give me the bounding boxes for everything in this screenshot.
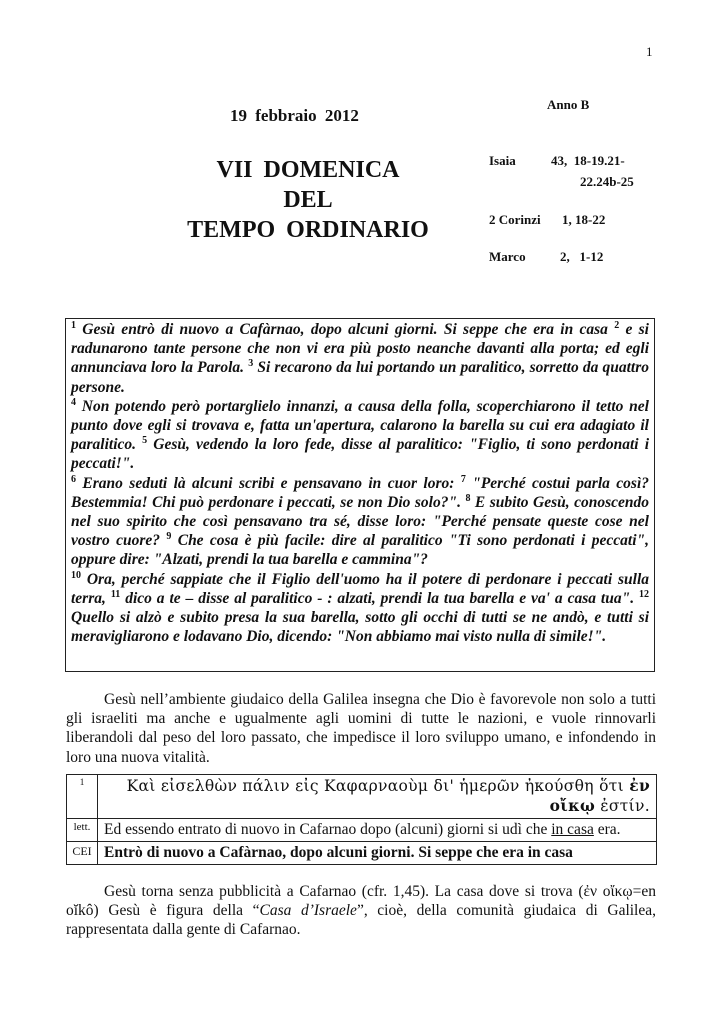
verse-number-2: 2 [614,319,620,331]
page-title [180,155,436,245]
literal-translation: Ed essendo entrato di nuovo in Cafarnao dopo (alcuni) giorni si udì che in casa era. [98,819,657,842]
verse-text-3: Si recarono da lui portando un paralitico, sorretto da quattro persone. [71,359,650,396]
literal-row [67,819,657,842]
reading-ref-corinzi: 1, 18-22 [562,212,606,227]
greek-text: Καὶ εἰσελθὼν πάλιν εἰς Καφαρναοὺμ δι' ἡμερῶν ἠκούσθη ὅτι ἐν οἴκῳ ἐστίν. [98,775,657,819]
greek-highlight: ἐν οἴκῳ [549,776,650,815]
verse-number-9: 9 [166,531,172,543]
liturgical-year: Anno B [547,97,590,112]
commentary-paragraph-1: Gesù nell’ambiente giudaico della Galilea insegna che Dio è favorevole non solo a tutti gli israeliti ma anche e ugualmente agli uomini di tutte le nazioni, e vuole rinnovarli liberandoli dal peso del loro passato, che impedisce il loro sviluppo umano, e infondendo in loro una nuova vitalità. [66,691,656,766]
reading-ref-isaia-cont: 22.24b-25 [580,174,634,189]
reading-book-marco: Marco [489,249,526,264]
verse-text-9: Che cosa è più facile: dire al paralitico "Ti sono perdonati i peccati", oppure dire: "Alzati, prendi la tua barella e cammina"? [71,532,649,569]
verse-number-7: 7 [460,473,466,485]
verse-text-2: e si radunarono tante persone che non vi era più posto neanche davanti alla porta; ed egli annunciava loro la Parola. [71,321,649,377]
verse-text-6: Erano seduti là alcuni scribi e pensavano in cuor loro: [76,474,461,492]
verse-text-5: Gesù, vedendo la loro fede, disse al paralitico: "Figlio, ti sono perdonati i peccati!". [71,436,649,473]
verse-number-1: 1 [71,319,76,331]
literal-label: lett. [67,819,98,842]
verse-number-4: 4 [71,396,76,408]
title-line-1: VII DOMENICA [216,157,400,183]
verse-text-12: Quello si alzò e subito presa la sua barella, sotto gli occhi di tutti se ne andò, e tutti si meravigliarono e lodavano Dio, dicendo: "Non abbiamo mai visto nulla di simile!". [71,609,649,646]
verse-text-1: Gesù entrò di nuovo a Cafàrnao, dopo alcuni giorni. Si seppe che era in casa [76,321,615,338]
verse-number-12: 12 [639,588,650,600]
verse-number-3: 3 [248,358,254,370]
reading-book-corinzi: 2 Corinzi [489,212,541,227]
verse-number-6: 6 [71,473,76,485]
reading-book-isaia: Isaia [489,153,516,168]
cei-label: CEI [67,842,98,865]
verse-text-10: Ora, perché sappiate che il Figlio dell'uomo ha il potere di perdonare i peccati sulla terra, [71,570,649,607]
verse-text-7: "Perché costui parla così? Bestemmia! Chi può perdonare i peccati, se non Dio solo?". [71,474,649,511]
verse-number-5: 5 [142,435,148,447]
reading-ref-marco: 2, 1-12 [560,249,604,264]
verse-number-11: 11 [110,588,121,600]
commentary-paragraph-2: Gesù torna senza pubblicità a Cafarnao (cfr. 1,45). La casa dove si trova (ἐν οἴκῳ=en oĭkô) Gesù è figura della “Casa d’Israele”, cioè, della comunità giudaica di Galilea, rappresentata dalla gente di Cafarnao. [66,883,657,939]
greek-row [67,775,657,819]
page-number: 1 [646,44,653,59]
literal-underlined: in casa [551,821,594,838]
gospel-passage-box [65,318,655,672]
cei-translation: Entrò di nuovo a Cafàrnao, dopo alcuni giorni. Si seppe che era in casa [98,842,657,865]
verse-text-11: dico a te – disse al paralitico - : alzati, prendi la tua barella e va' a casa tua". [120,589,640,607]
title-line-3: TEMPO ORDINARIO [187,217,429,243]
reading-ref-isaia: 43, 18-19.21- [551,153,625,168]
verse-number-10: 10 [71,569,81,581]
verse-number: 1 [67,775,98,819]
title-line-2: DEL [283,187,333,213]
verse-text-8: E subito Gesù, conoscendo nel suo spirito che così pensavano tra sé, disse loro: "Perché pensate queste cose nel vostro cuore? [71,493,649,550]
casa-israele-italic: Casa d’Israele [259,902,357,920]
verse-text-4: Non potendo però portarglielo innanzi, a causa della folla, scoperchiarono il tetto nel punto dove egli si trovava e, fatta un'apertura, calarono la barella su cui era adagiato il paralitico. [71,397,649,454]
translation-comparison-table [66,774,657,865]
verse-number-8: 8 [465,492,471,504]
date-heading: 19 febbraio 2012 [230,106,359,125]
cei-row [67,842,657,865]
